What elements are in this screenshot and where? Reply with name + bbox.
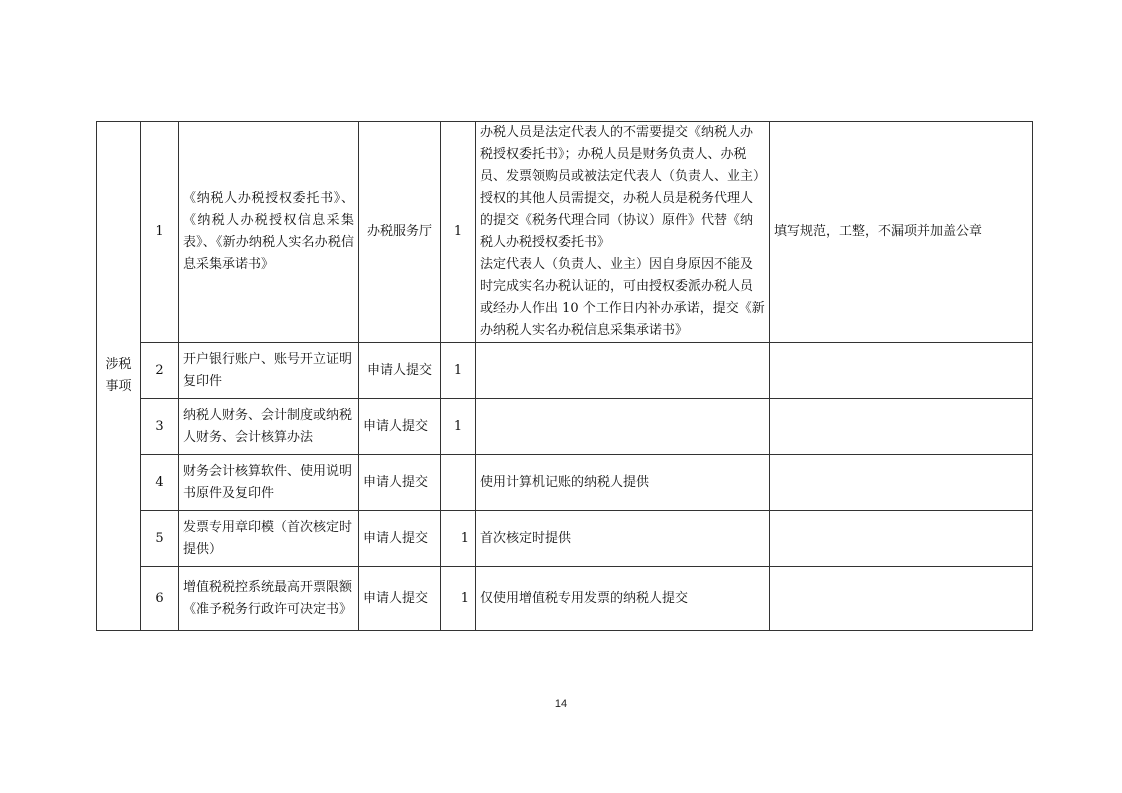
material-name: 财务会计核算软件、使用说明书原件及复印件 (179, 455, 359, 511)
material-requirement (770, 399, 1033, 455)
material-note-part2: 法定代表人（负责人、业主）因自身原因不能及时完成实名办税认证的，可由授权委派办税人员或经办人作出 10 个工作日内补办承诺，提交《新办纳税人实名办税信息采集承诺书》 (480, 257, 765, 338)
table-row (97, 343, 1033, 399)
material-count: 1 (441, 122, 476, 343)
material-source: 申请人提交 (359, 567, 441, 631)
material-source: 申请人提交 (359, 511, 441, 567)
material-name: 开户银行账户、账号开立证明复印件 (179, 343, 359, 399)
material-requirement: 填写规范，工整，不漏项并加盖公章 (770, 122, 1033, 343)
materials-table (96, 121, 1033, 631)
material-count: 1 (441, 511, 476, 567)
material-count (441, 455, 476, 511)
table-row (97, 399, 1033, 455)
page-number: 14 (554, 698, 568, 710)
material-count: 1 (441, 567, 476, 631)
table-row (97, 567, 1033, 631)
material-note: 首次核定时提供 (476, 511, 770, 567)
row-number: 1 (141, 122, 179, 343)
row-number: 5 (141, 511, 179, 567)
table-row (97, 455, 1033, 511)
row-number: 6 (141, 567, 179, 631)
row-number: 2 (141, 343, 179, 399)
material-note (476, 399, 770, 455)
material-note (476, 122, 770, 343)
material-count: 1 (441, 343, 476, 399)
material-source: 申请人提交 (359, 343, 441, 399)
row-number: 4 (141, 455, 179, 511)
material-requirement (770, 455, 1033, 511)
material-note (476, 343, 770, 399)
row-number: 3 (141, 399, 179, 455)
material-requirement (770, 343, 1033, 399)
material-requirement (770, 511, 1033, 567)
material-source: 申请人提交 (359, 455, 441, 511)
material-requirement (770, 567, 1033, 631)
table-row (97, 511, 1033, 567)
material-source: 申请人提交 (359, 399, 441, 455)
material-name: 《纳税人办税授权委托书》、《纳税人办税授权信息采集表》、《新办纳税人实名办税信息采集承诺书》 (179, 122, 359, 343)
material-note: 仅使用增值税专用发票的纳税人提交 (476, 567, 770, 631)
material-name: 发票专用章印模（首次核定时提供） (179, 511, 359, 567)
material-count: 1 (441, 399, 476, 455)
material-name: 增值税税控系统最高开票限额《准予税务行政许可决定书》 (179, 567, 359, 631)
material-name: 纳税人财务、会计制度或纳税人财务、会计核算办法 (179, 399, 359, 455)
table-row (97, 122, 1033, 343)
category-cell: 涉税事项 (97, 122, 141, 631)
material-source: 办税服务厅 (359, 122, 441, 343)
material-note: 使用计算机记账的纳税人提供 (476, 455, 770, 511)
material-note-part1: 办税人员是法定代表人的不需要提交《纳税人办税授权委托书》；办税人员是财务负责人、办税员、发票领购员或被法定代表人（负责人、业主）授权的其他人员需提交，办税人员是税务代理人的提交《税务代理合同（协议）原件》代替《纳税人办税授权委托书》 (480, 125, 760, 250)
